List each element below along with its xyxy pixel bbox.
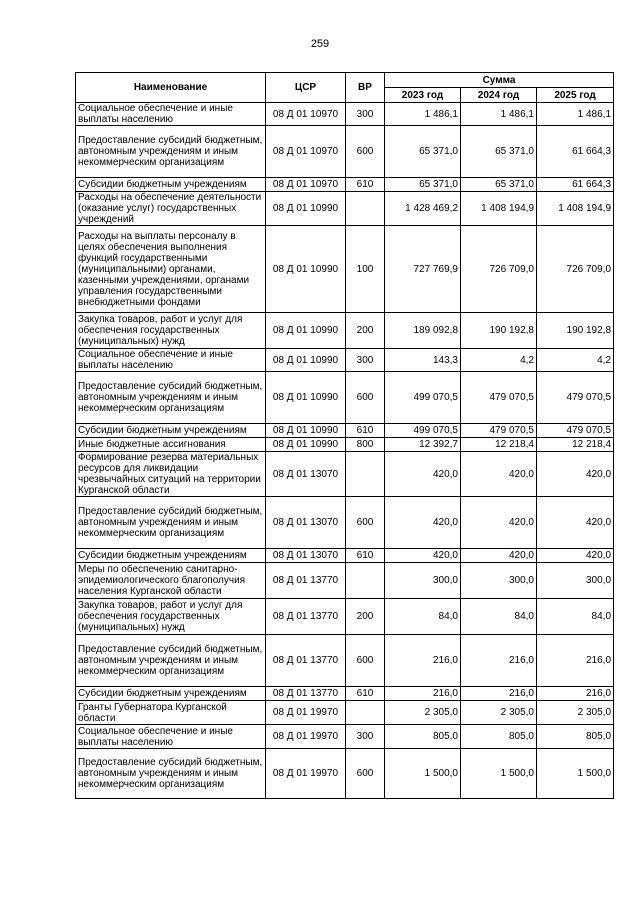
row-name: Расходы на обеспечение деятельности (оказание услуг) государственных учреждений: [76, 192, 266, 226]
header-vr: ВР: [346, 73, 385, 103]
row-name: Предоставление субсидий бюджетным, автономным учреждениям и иным некоммерческим организациям: [76, 635, 266, 687]
row-value-2024: 2 305,0: [461, 701, 537, 725]
row-csr: 08 Д 01 10990: [266, 192, 346, 226]
table-row: [76, 103, 614, 126]
row-name: Предоставление субсидий бюджетным, автономным учреждениям и иным некоммерческим организациям: [76, 497, 266, 549]
row-value-2023: 65 371,0: [385, 126, 461, 178]
row-value-2025: 2 305,0: [537, 701, 614, 725]
row-csr: 08 Д 01 10990: [266, 372, 346, 424]
row-csr: 08 Д 01 13770: [266, 599, 346, 635]
row-value-2025: 216,0: [537, 687, 614, 701]
table-body: [76, 103, 614, 799]
row-vr: 100: [346, 226, 385, 313]
row-value-2023: 727 769,9: [385, 226, 461, 313]
table-row: [76, 126, 614, 178]
row-value-2024: 216,0: [461, 687, 537, 701]
row-csr: 08 Д 01 10990: [266, 349, 346, 372]
row-value-2024: 726 709,0: [461, 226, 537, 313]
table-row: [76, 635, 614, 687]
row-value-2025: 84,0: [537, 599, 614, 635]
row-value-2024: 479 070,5: [461, 372, 537, 424]
row-csr: 08 Д 01 10990: [266, 424, 346, 438]
row-name: Расходы на выплаты персоналу в целях обеспечения выполнения функций государственными (муниципальными) органами, казенными учреждениями, органами управления государственными внебюджетными фондами: [76, 226, 266, 313]
row-value-2024: 65 371,0: [461, 178, 537, 192]
row-value-2023: 499 070,5: [385, 372, 461, 424]
row-name: Социальное обеспечение и иные выплаты населению: [76, 725, 266, 749]
row-vr: 200: [346, 313, 385, 349]
row-csr: 08 Д 01 13070: [266, 497, 346, 549]
row-value-2023: 1 486,1: [385, 103, 461, 126]
row-name: Предоставление субсидий бюджетным, автономным учреждениям и иным некоммерческим организациям: [76, 372, 266, 424]
row-name: Субсидии бюджетным учреждениям: [76, 687, 266, 701]
row-value-2024: 1 486,1: [461, 103, 537, 126]
header-csr: ЦСР: [266, 73, 346, 103]
row-value-2024: 300,0: [461, 563, 537, 599]
row-csr: 08 Д 01 13770: [266, 635, 346, 687]
row-value-2025: 479 070,5: [537, 372, 614, 424]
row-value-2023: 420,0: [385, 549, 461, 563]
row-vr: 200: [346, 599, 385, 635]
table-row: [76, 725, 614, 749]
row-value-2025: 420,0: [537, 549, 614, 563]
row-vr: 610: [346, 178, 385, 192]
row-name: Субсидии бюджетным учреждениям: [76, 424, 266, 438]
table-header: [76, 73, 614, 103]
row-name: Предоставление субсидий бюджетным, автономным учреждениям и иным некоммерческим организациям: [76, 126, 266, 178]
row-value-2023: 420,0: [385, 497, 461, 549]
row-csr: 08 Д 01 19970: [266, 725, 346, 749]
row-value-2024: 216,0: [461, 635, 537, 687]
table-row: [76, 372, 614, 424]
row-value-2023: 216,0: [385, 635, 461, 687]
table-row: [76, 452, 614, 497]
row-value-2024: 1 408 194,9: [461, 192, 537, 226]
row-vr: [346, 452, 385, 497]
row-csr: 08 Д 01 10970: [266, 103, 346, 126]
row-name: Закупка товаров, работ и услуг для обеспечения государственных (муниципальных) нужд: [76, 599, 266, 635]
row-value-2024: 190 192,8: [461, 313, 537, 349]
row-value-2023: 65 371,0: [385, 178, 461, 192]
row-vr: 610: [346, 687, 385, 701]
row-value-2025: 420,0: [537, 497, 614, 549]
row-csr: 08 Д 01 10990: [266, 313, 346, 349]
table-row: [76, 563, 614, 599]
row-value-2025: 190 192,8: [537, 313, 614, 349]
header-name: Наименование: [76, 73, 266, 103]
row-vr: 600: [346, 372, 385, 424]
header-year-2025: 2025 год: [537, 88, 614, 103]
row-value-2025: 420,0: [537, 452, 614, 497]
table-row: [76, 599, 614, 635]
row-vr: 600: [346, 635, 385, 687]
row-vr: 300: [346, 725, 385, 749]
row-name: Предоставление субсидий бюджетным, автономным учреждениям и иным некоммерческим организациям: [76, 749, 266, 799]
row-value-2025: 805,0: [537, 725, 614, 749]
row-value-2023: 805,0: [385, 725, 461, 749]
row-value-2023: 300,0: [385, 563, 461, 599]
row-value-2025: 216,0: [537, 635, 614, 687]
row-value-2024: 65 371,0: [461, 126, 537, 178]
row-csr: 08 Д 01 19970: [266, 701, 346, 725]
row-vr: [346, 701, 385, 725]
row-name: Субсидии бюджетным учреждениям: [76, 549, 266, 563]
row-value-2025: 61 664,3: [537, 126, 614, 178]
row-value-2024: 805,0: [461, 725, 537, 749]
row-csr: 08 Д 01 13070: [266, 452, 346, 497]
row-csr: 08 Д 01 10990: [266, 438, 346, 452]
row-name: Меры по обеспечению санитарно-эпидемиологического благополучия населения Курганской области: [76, 563, 266, 599]
row-vr: 800: [346, 438, 385, 452]
row-name: Субсидии бюджетным учреждениям: [76, 178, 266, 192]
row-vr: 600: [346, 126, 385, 178]
row-value-2023: 1 500,0: [385, 749, 461, 799]
row-vr: 600: [346, 497, 385, 549]
table-row: [76, 226, 614, 313]
page-number: 259: [310, 38, 330, 50]
row-value-2025: 4,2: [537, 349, 614, 372]
row-vr: 300: [346, 349, 385, 372]
row-value-2023: 12 392,7: [385, 438, 461, 452]
table-row: [76, 701, 614, 725]
row-value-2023: 84,0: [385, 599, 461, 635]
row-value-2025: 1 408 194,9: [537, 192, 614, 226]
row-value-2024: 420,0: [461, 549, 537, 563]
row-csr: 08 Д 01 10970: [266, 126, 346, 178]
row-value-2024: 420,0: [461, 452, 537, 497]
row-vr: 300: [346, 103, 385, 126]
row-value-2024: 4,2: [461, 349, 537, 372]
header-year-2024: 2024 год: [461, 88, 537, 103]
row-value-2024: 1 500,0: [461, 749, 537, 799]
row-value-2023: 189 092,8: [385, 313, 461, 349]
row-value-2023: 499 070,5: [385, 424, 461, 438]
header-sum: Сумма: [385, 73, 614, 88]
row-vr: [346, 192, 385, 226]
header-year-2023: 2023 год: [385, 88, 461, 103]
row-value-2024: 12 218,4: [461, 438, 537, 452]
table-row: [76, 687, 614, 701]
row-vr: [346, 563, 385, 599]
row-name: Иные бюджетные ассигнования: [76, 438, 266, 452]
budget-table: [75, 72, 614, 799]
row-value-2025: 1 486,1: [537, 103, 614, 126]
row-name: Гранты Губернатора Курганской области: [76, 701, 266, 725]
row-vr: 600: [346, 749, 385, 799]
row-value-2024: 84,0: [461, 599, 537, 635]
row-csr: 08 Д 01 13770: [266, 687, 346, 701]
row-csr: 08 Д 01 10970: [266, 178, 346, 192]
row-name: Закупка товаров, работ и услуг для обеспечения государственных (муниципальных) нужд: [76, 313, 266, 349]
row-value-2023: 2 305,0: [385, 701, 461, 725]
row-value-2023: 420,0: [385, 452, 461, 497]
row-vr: 610: [346, 424, 385, 438]
row-csr: 08 Д 01 13070: [266, 549, 346, 563]
table-row: [76, 497, 614, 549]
row-value-2023: 143,3: [385, 349, 461, 372]
row-name: Социальное обеспечение и иные выплаты населению: [76, 349, 266, 372]
row-value-2025: 300,0: [537, 563, 614, 599]
row-csr: 08 Д 01 19970: [266, 749, 346, 799]
row-value-2023: 1 428 469,2: [385, 192, 461, 226]
table-row: [76, 749, 614, 799]
row-csr: 08 Д 01 10990: [266, 226, 346, 313]
table-row: [76, 438, 614, 452]
row-name: Социальное обеспечение и иные выплаты населению: [76, 103, 266, 126]
row-vr: 610: [346, 549, 385, 563]
row-value-2023: 216,0: [385, 687, 461, 701]
table-row: [76, 192, 614, 226]
row-value-2025: 479 070,5: [537, 424, 614, 438]
row-value-2025: 61 664,3: [537, 178, 614, 192]
table-row: [76, 549, 614, 563]
table-row: [76, 349, 614, 372]
row-csr: 08 Д 01 13770: [266, 563, 346, 599]
row-value-2024: 420,0: [461, 497, 537, 549]
row-value-2025: 12 218,4: [537, 438, 614, 452]
row-value-2024: 479 070,5: [461, 424, 537, 438]
row-name: Формирование резерва материальных ресурсов для ликвидации чрезвычайных ситуаций на территории Курганской области: [76, 452, 266, 497]
row-value-2025: 726 709,0: [537, 226, 614, 313]
table-row: [76, 178, 614, 192]
row-value-2025: 1 500,0: [537, 749, 614, 799]
table-row: [76, 424, 614, 438]
table-row: [76, 313, 614, 349]
